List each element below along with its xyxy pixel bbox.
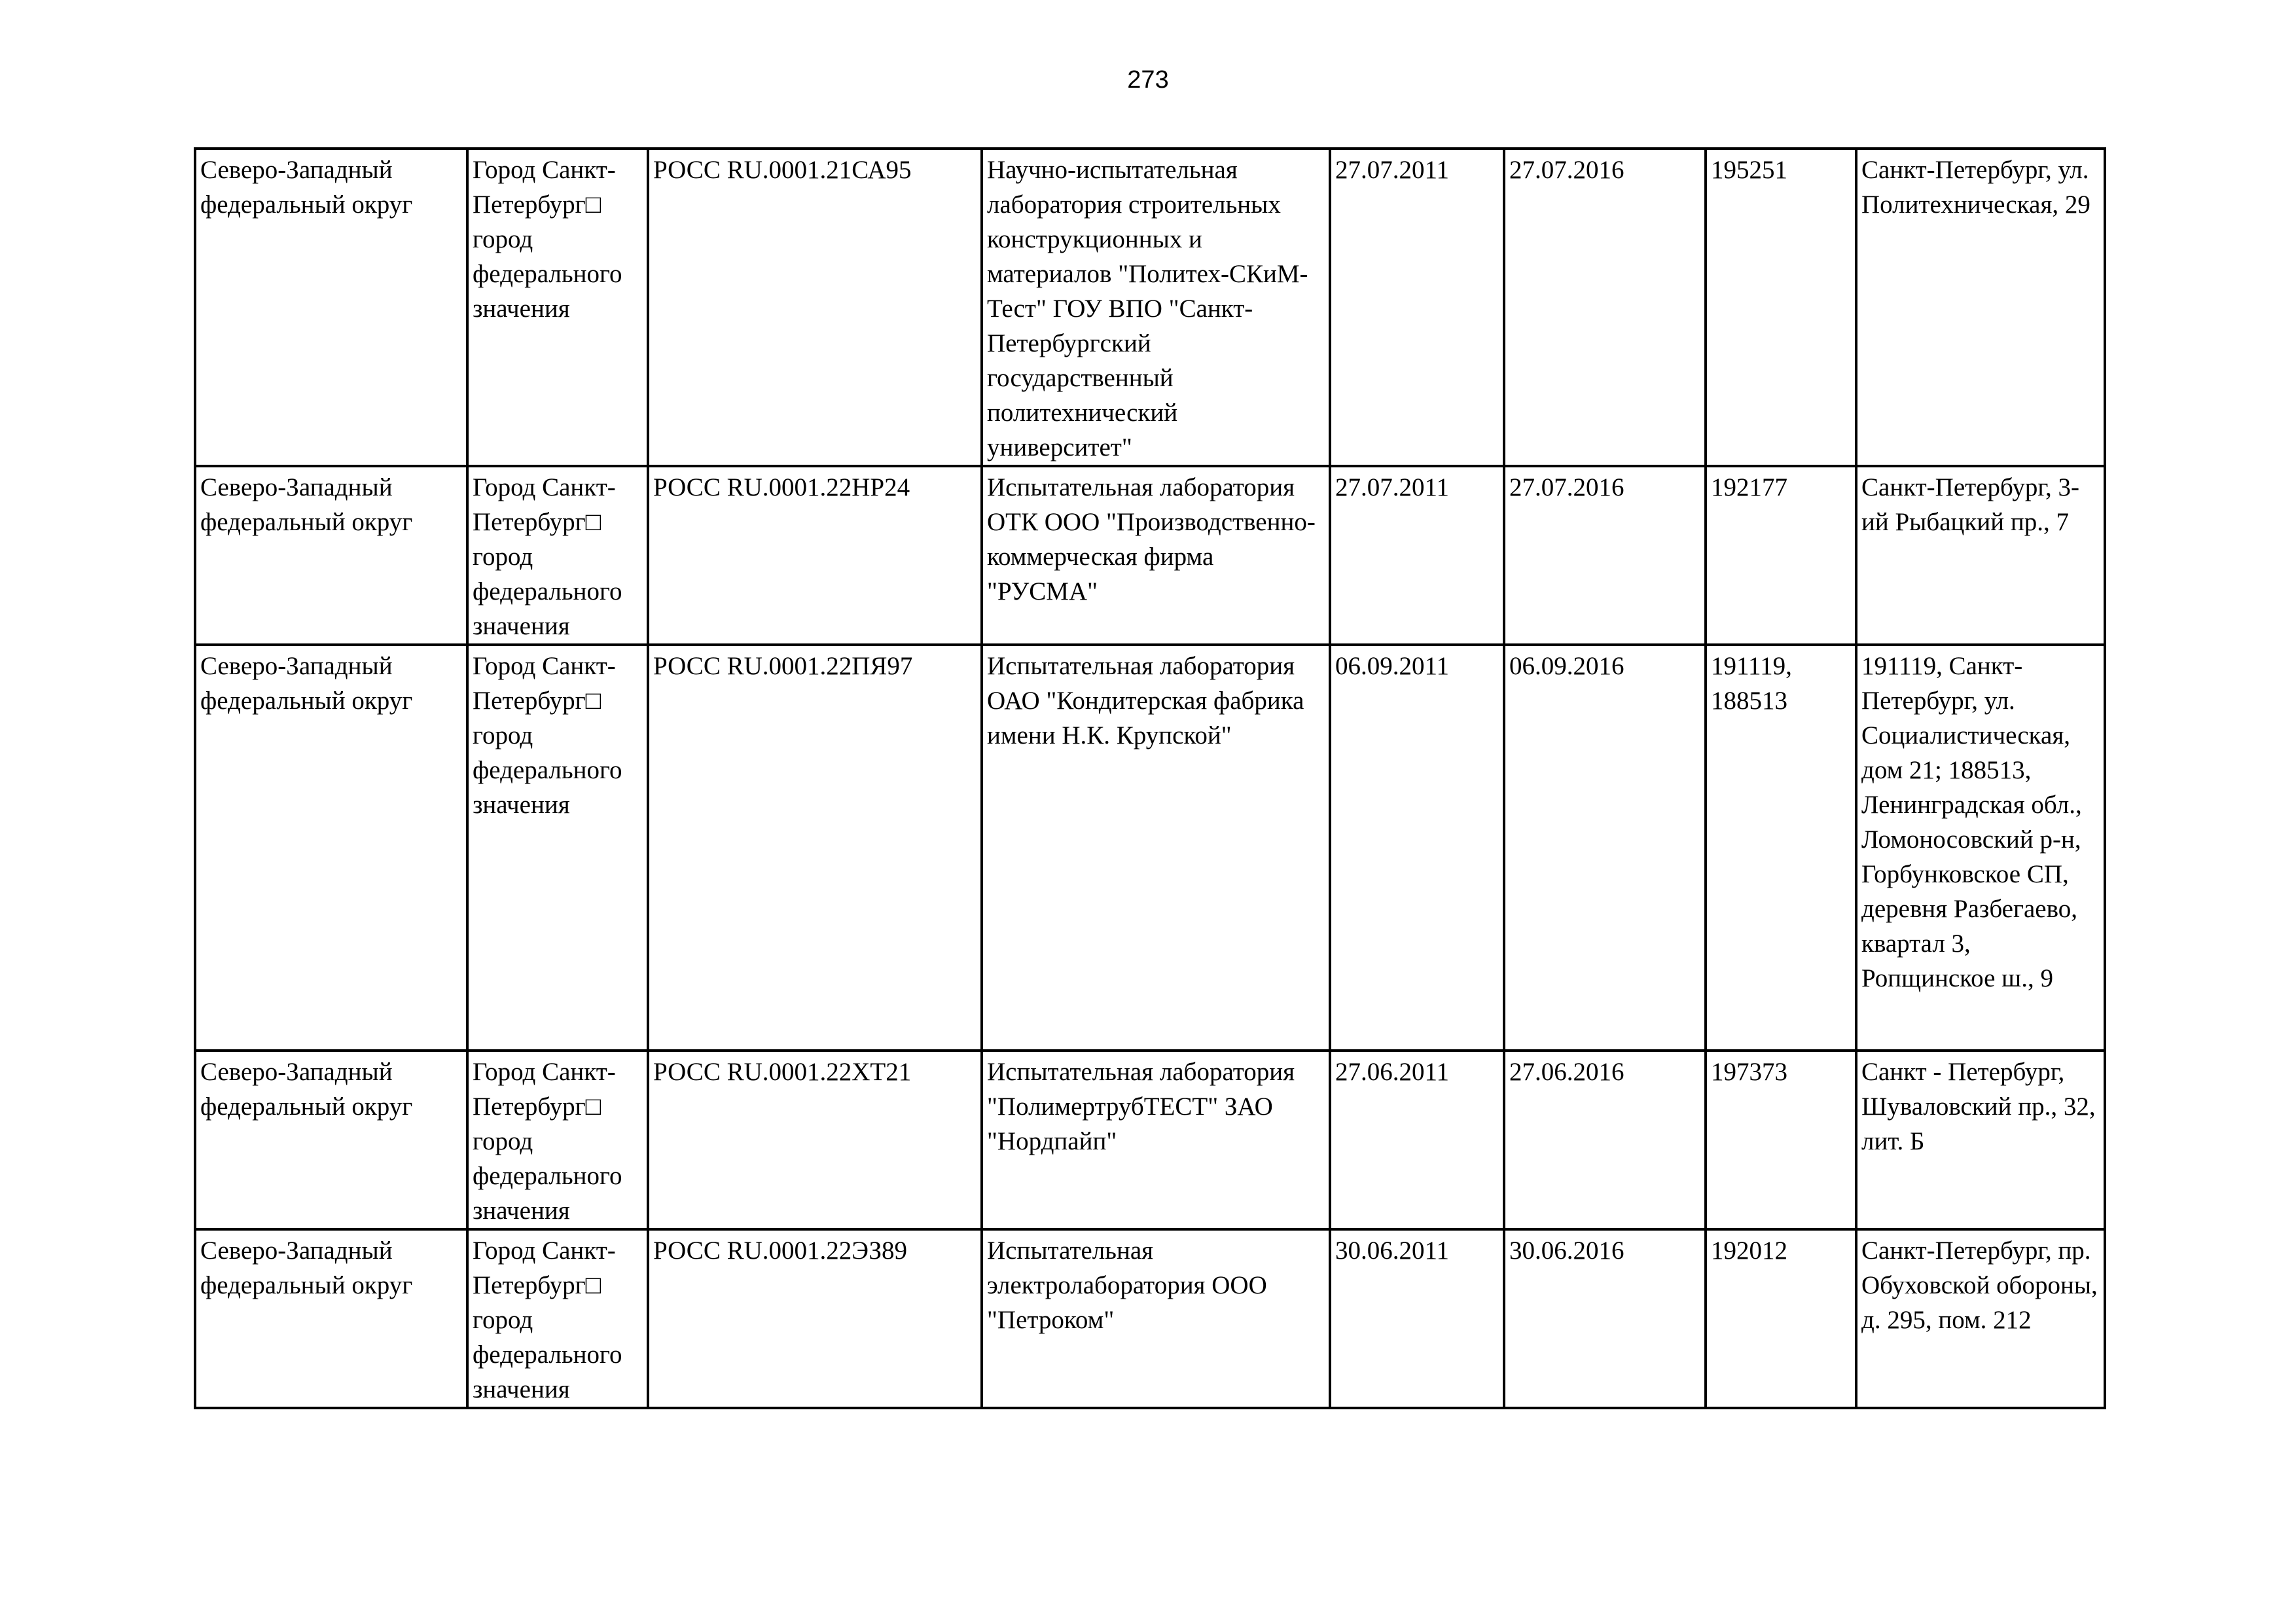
laboratory-name-cell bbox=[982, 1051, 1330, 1229]
address-cell bbox=[1856, 466, 2105, 645]
postcode-cell bbox=[1706, 466, 1856, 645]
date-issued-cell-text: 27.07.2011 bbox=[1335, 473, 1450, 501]
certificate-number-cell bbox=[648, 1229, 982, 1408]
district-cell-text: Северо-Западный федеральный округ bbox=[200, 652, 413, 715]
address-cell-text: 191119, Санкт-Петербург, ул. Социалистическая, дом 21; 188513, Ленинградская обл., Ломоносовский р-н, Горбунковское СП, деревня Разбегаево, квартал 3, Ропщинское ш., 9 bbox=[1861, 652, 2082, 992]
postcode-cell-text: 192012 bbox=[1711, 1236, 1787, 1265]
district-cell-text: Северо-Западный федеральный округ bbox=[200, 1058, 413, 1121]
date-valid-until-cell bbox=[1504, 149, 1706, 466]
laboratory-name-cell-text: Испытательная лаборатория ОАО "Кондитерская фабрика имени Н.К. Крупской" bbox=[987, 652, 1304, 749]
certificate-number-cell bbox=[648, 466, 982, 645]
date-issued-cell bbox=[1330, 1229, 1504, 1408]
district-cell bbox=[195, 645, 467, 1051]
laboratory-name-cell-text: Испытательная электролаборатория ООО "Петроком" bbox=[987, 1236, 1267, 1334]
certificate-number-cell-text: РОСС RU.0001.22НР24 bbox=[653, 473, 910, 501]
date-valid-until-cell bbox=[1504, 1229, 1706, 1408]
district-cell-text: Северо-Западный федеральный округ bbox=[200, 473, 413, 536]
district-cell-text: Северо-Западный федеральный округ bbox=[200, 156, 413, 219]
table-row bbox=[195, 645, 2105, 1051]
date-issued-cell-text: 27.06.2011 bbox=[1335, 1058, 1450, 1086]
address-cell-text: Санкт-Петербург, ул. Политехническая, 29 bbox=[1861, 156, 2090, 219]
district-cell bbox=[195, 1051, 467, 1229]
address-cell-text: Санкт-Петербург, 3-ий Рыбацкий пр., 7 bbox=[1861, 473, 2079, 536]
laboratory-registry-table bbox=[194, 147, 2106, 1409]
certificate-number-cell bbox=[648, 645, 982, 1051]
date-issued-cell-text: 06.09.2011 bbox=[1335, 652, 1450, 680]
region-cell-text: Город Санкт- Петербург□ город федерального значения bbox=[473, 1236, 622, 1403]
postcode-cell bbox=[1706, 1051, 1856, 1229]
date-valid-until-cell bbox=[1504, 645, 1706, 1051]
postcode-cell-text: 195251 bbox=[1711, 156, 1787, 184]
region-cell-text: Город Санкт- Петербург□ город федерального значения bbox=[473, 473, 622, 640]
date-issued-cell bbox=[1330, 645, 1504, 1051]
postcode-cell bbox=[1706, 1229, 1856, 1408]
postcode-cell-text: 197373 bbox=[1711, 1058, 1787, 1086]
date-valid-until-cell-text: 30.06.2016 bbox=[1509, 1236, 1624, 1265]
region-cell-text: Город Санкт- Петербург□ город федерального значения bbox=[473, 1058, 622, 1225]
table-row bbox=[195, 466, 2105, 645]
certificate-number-cell-text: РОСС RU.0001.22ПЯ97 bbox=[653, 652, 913, 680]
date-issued-cell bbox=[1330, 1051, 1504, 1229]
address-cell-text: Санкт-Петербург, пр. Обуховской обороны, д. 295, пом. 212 bbox=[1861, 1236, 2098, 1334]
laboratory-name-cell-text: Испытательная лаборатория "ПолимертрубТЕСТ" ЗАО "Нордпайп" bbox=[987, 1058, 1295, 1155]
address-cell bbox=[1856, 1051, 2105, 1229]
address-cell bbox=[1856, 645, 2105, 1051]
date-valid-until-cell-text: 27.07.2016 bbox=[1509, 473, 1624, 501]
date-issued-cell-text: 27.07.2011 bbox=[1335, 156, 1450, 184]
region-cell-text: Город Санкт- Петербург□ город федерального значения bbox=[473, 156, 622, 323]
address-cell bbox=[1856, 149, 2105, 466]
region-cell bbox=[467, 1229, 648, 1408]
registry-table-body bbox=[195, 149, 2105, 1408]
certificate-number-cell bbox=[648, 149, 982, 466]
postcode-cell bbox=[1706, 149, 1856, 466]
date-issued-cell bbox=[1330, 466, 1504, 645]
date-valid-until-cell-text: 27.06.2016 bbox=[1509, 1058, 1624, 1086]
postcode-cell-text: 191119, 188513 bbox=[1711, 652, 1792, 715]
date-issued-cell-text: 30.06.2011 bbox=[1335, 1236, 1450, 1265]
certificate-number-cell-text: РОСС RU.0001.22ЭЗ89 bbox=[653, 1236, 908, 1265]
certificate-number-cell-text: РОСС RU.0001.22ХТ21 bbox=[653, 1058, 912, 1086]
date-issued-cell bbox=[1330, 149, 1504, 466]
table-row bbox=[195, 149, 2105, 466]
table-row bbox=[195, 1229, 2105, 1408]
certificate-number-cell-text: РОСС RU.0001.21СА95 bbox=[653, 156, 912, 184]
laboratory-name-cell bbox=[982, 1229, 1330, 1408]
postcode-cell-text: 192177 bbox=[1711, 473, 1787, 501]
laboratory-name-cell-text: Научно-испытательная лаборатория строительных конструкционных и материалов "Политех-СКиМ-Тест" ГОУ ВПО "Санкт-Петербургский государственный политехнический университет" bbox=[987, 156, 1308, 461]
date-valid-until-cell bbox=[1504, 1051, 1706, 1229]
postcode-cell bbox=[1706, 645, 1856, 1051]
region-cell-text: Город Санкт- Петербург□ город федерального значения bbox=[473, 652, 622, 819]
certificate-number-cell bbox=[648, 1051, 982, 1229]
address-cell-text: Санкт - Петербург, Шуваловский пр., 32, лит. Б bbox=[1861, 1058, 2096, 1155]
page-number: 273 bbox=[1127, 66, 1169, 94]
table-row bbox=[195, 1051, 2105, 1229]
region-cell bbox=[467, 149, 648, 466]
date-valid-until-cell-text: 06.09.2016 bbox=[1509, 652, 1624, 680]
laboratory-name-cell bbox=[982, 149, 1330, 466]
address-cell bbox=[1856, 1229, 2105, 1408]
date-valid-until-cell-text: 27.07.2016 bbox=[1509, 156, 1624, 184]
district-cell bbox=[195, 149, 467, 466]
district-cell-text: Северо-Западный федеральный округ bbox=[200, 1236, 413, 1299]
region-cell bbox=[467, 466, 648, 645]
district-cell bbox=[195, 1229, 467, 1408]
laboratory-name-cell bbox=[982, 645, 1330, 1051]
laboratory-name-cell bbox=[982, 466, 1330, 645]
region-cell bbox=[467, 645, 648, 1051]
district-cell bbox=[195, 466, 467, 645]
laboratory-name-cell-text: Испытательная лаборатория ОТК ООО "Производственно-коммерческая фирма "РУСМА" bbox=[987, 473, 1316, 605]
region-cell bbox=[467, 1051, 648, 1229]
date-valid-until-cell bbox=[1504, 466, 1706, 645]
